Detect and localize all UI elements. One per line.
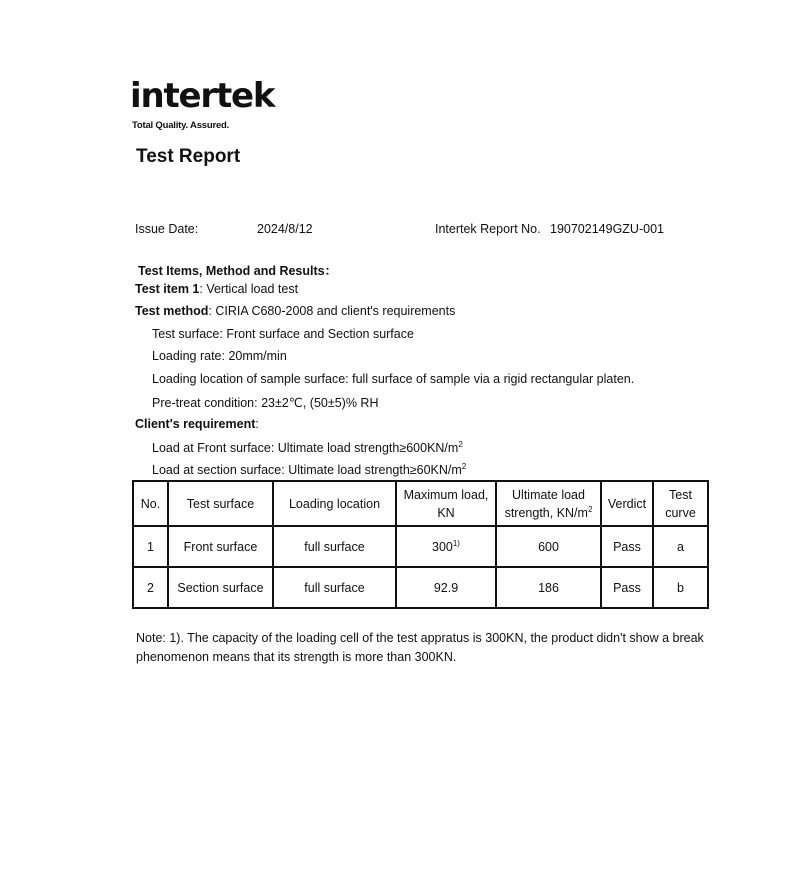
- cell-loading-location: full surface: [273, 526, 396, 567]
- requirement-section: [152, 463, 466, 477]
- test-surface-detail: Test surface: Front surface and Section surface: [152, 327, 414, 341]
- requirement-section-text: Load at section surface: Ultimate load strength≥60KN/m: [152, 463, 462, 477]
- cell-loading-location: full surface: [273, 567, 396, 608]
- cell-test-curve: b: [653, 567, 708, 608]
- loading-location-detail: Loading location of sample surface: full surface of sample via a rigid rectangular platen.: [152, 372, 635, 386]
- header-maximum-load-line2: KN: [437, 505, 455, 520]
- report-number-label: Intertek Report No.: [435, 222, 541, 236]
- report-number-value: 190702149GZU-001: [550, 222, 664, 236]
- header-maximum-load: [396, 481, 496, 526]
- header-test-surface: Test surface: [168, 481, 273, 526]
- cell-maximum-load-value: 300: [432, 539, 453, 554]
- footnote: Note: 1). The capacity of the loading cell of the test appratus is 300KN, the product didn't show a break phenomenon means that its strength is more than 300KN.: [136, 631, 704, 664]
- test-item-value: : Vertical load test: [199, 282, 299, 296]
- test-item-label: Test item 1: [135, 282, 200, 296]
- cell-test-surface: Front surface: [168, 526, 273, 567]
- logo-tagline: Total Quality. Assured.: [132, 120, 230, 131]
- cell-verdict: Pass: [601, 567, 653, 608]
- requirement-front-text: Load at Front surface: Ultimate load strength≥600KN/m: [152, 441, 459, 455]
- cell-ultimate-strength: 600: [496, 526, 601, 567]
- test-item-line: [135, 282, 298, 296]
- header-verdict: Verdict: [601, 481, 653, 526]
- table-row: [133, 567, 708, 608]
- issue-date-label: Issue Date:: [135, 222, 199, 236]
- table-header-row: [133, 481, 708, 526]
- cell-test-surface: Section surface: [168, 567, 273, 608]
- test-method-line: [135, 304, 455, 318]
- client-requirement-heading: [135, 417, 259, 431]
- results-table: [132, 480, 709, 609]
- cell-ultimate-strength: 186: [496, 567, 601, 608]
- cell-no: 2: [133, 567, 168, 608]
- header-ultimate-strength: [496, 481, 601, 526]
- header-maximum-load-line1: Maximum load,: [403, 487, 489, 502]
- header-ultimate-line2-text: strength, KN/m: [504, 505, 588, 520]
- cell-test-curve: a: [653, 526, 708, 567]
- requirement-front: [152, 441, 463, 455]
- header-ultimate-line1: Ultimate load: [512, 487, 585, 502]
- section-heading: Test Items, Method and Results：: [138, 264, 338, 278]
- cell-maximum-load: [396, 567, 496, 608]
- header-loading-location: Loading location: [273, 481, 396, 526]
- header-ultimate-sup: 2: [587, 504, 593, 514]
- issue-date-value: 2024/8/12: [257, 222, 313, 236]
- header-test-curve-line2: curve: [665, 505, 696, 520]
- cell-no: 1: [133, 526, 168, 567]
- cell-verdict: Pass: [601, 526, 653, 567]
- header-ultimate-line2: [499, 504, 598, 522]
- requirement-section-sup: 2: [461, 462, 467, 471]
- header-test-curve: [653, 481, 708, 526]
- test-method-label: Test method: [135, 304, 209, 318]
- pretreat-condition-detail: Pre-treat condition: 23±2℃, (50±5)% RH: [152, 396, 379, 410]
- table-row: [133, 526, 708, 567]
- header-test-curve-line1: Test: [669, 487, 692, 502]
- cell-maximum-load-note: 1): [452, 538, 460, 548]
- intertek-logo-wordmark: intertek: [130, 76, 275, 116]
- header-no: No.: [133, 481, 168, 526]
- test-method-value: : CIRIA C680-2008 and client's requirements: [208, 304, 456, 318]
- loading-rate-detail: Loading rate: 20mm/min: [152, 349, 287, 363]
- requirement-front-sup: 2: [458, 440, 463, 449]
- report-title: Test Report: [136, 146, 241, 167]
- client-requirement-label: Client's requirement: [135, 417, 256, 431]
- cell-maximum-load: [396, 526, 496, 567]
- cell-maximum-load-value: 92.9: [433, 580, 459, 595]
- client-requirement-colon: :: [255, 417, 259, 431]
